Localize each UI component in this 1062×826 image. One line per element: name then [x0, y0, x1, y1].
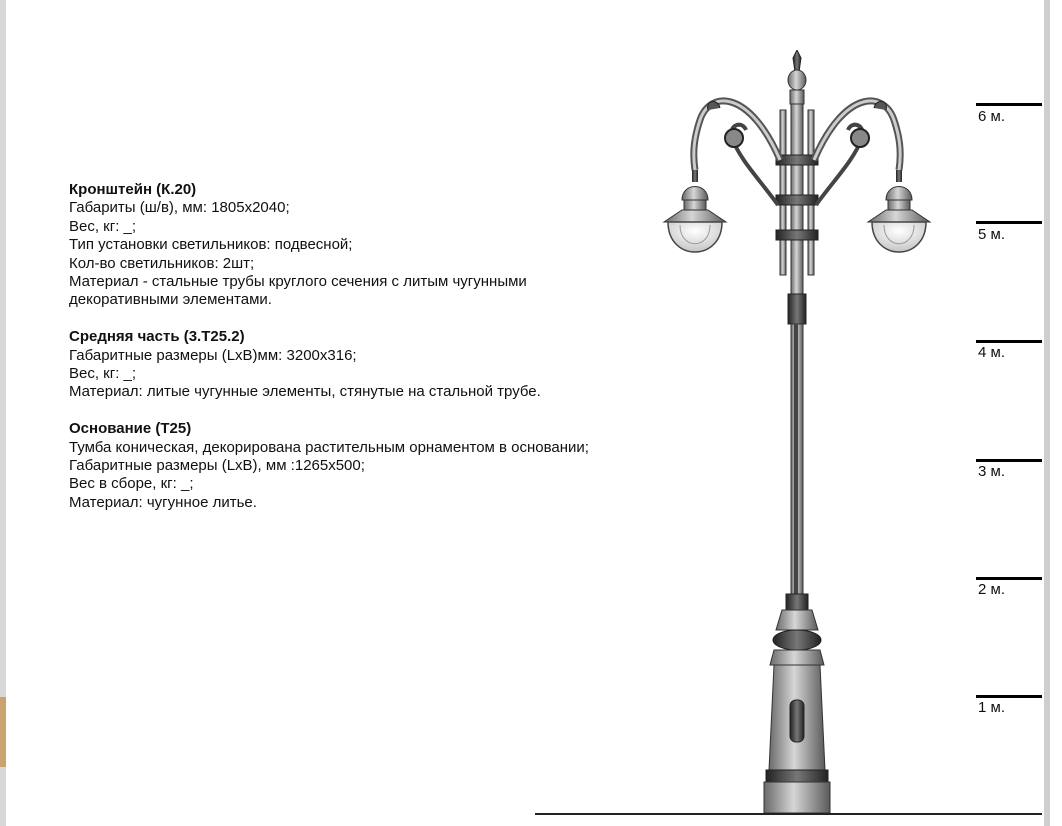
scale-label-2: 2 м. — [978, 581, 1005, 598]
spec-line: Вес, кг: _; — [69, 217, 137, 235]
spec-line: Вес, кг: _; — [69, 365, 137, 383]
spec-line: Габариты (ш/в), мм: 1805х2040; — [69, 199, 290, 217]
scale-line-5 — [976, 221, 1042, 224]
middle-section — [786, 294, 808, 610]
finial — [788, 50, 806, 104]
edge-tab — [0, 697, 6, 767]
spec-line: Кол-во светильников: 2шт; — [69, 254, 255, 272]
left-lantern — [664, 170, 726, 252]
spec-block-bracket — [69, 181, 589, 310]
spec-title: Основание (Т25) — [69, 420, 192, 438]
scale-line-1 — [976, 695, 1042, 698]
right-lantern — [868, 170, 930, 252]
spec-line: Материал: чугунное литье. — [69, 493, 257, 511]
spec-line: Габаритные размеры (LxB)мм: 3200х316; — [69, 346, 357, 364]
left-edge — [0, 0, 6, 826]
street-lamp-illustration — [650, 50, 950, 820]
scale-label-5: 5 м. — [978, 226, 1005, 243]
spec-block-middle — [69, 328, 589, 402]
bracket-arms — [694, 101, 900, 294]
scale-label-1: 1 м. — [978, 699, 1005, 716]
scale-label-4: 4 м. — [978, 344, 1005, 361]
spec-line: Вес в сборе, кг: _; — [69, 475, 194, 493]
ground-line — [535, 813, 1042, 815]
spec-line: Тип установки светильников: подвесной; — [69, 236, 353, 254]
spec-line: Материал: литые чугунные элементы, стянутые на стальной трубе. — [69, 383, 541, 401]
scale-line-3 — [976, 459, 1042, 462]
scale-line-6 — [976, 103, 1042, 106]
scale-label-3: 3 м. — [978, 463, 1005, 480]
spec-block-base — [69, 420, 589, 512]
spec-title: Средняя часть (3.Т25.2) — [69, 328, 245, 346]
base — [764, 610, 830, 813]
right-edge — [1042, 0, 1062, 826]
scale-line-2 — [976, 577, 1042, 580]
scale-line-4 — [976, 340, 1042, 343]
spec-title: Кронштейн (К.20) — [69, 181, 197, 198]
scale-label-6: 6 м. — [978, 108, 1005, 125]
spec-line: Материал - стальные трубы круглого сечения с литым чугунными декоративными элементами. — [69, 273, 527, 309]
spec-line: Тумба коническая, декорирована растительным орнаментом в основании; — [69, 438, 589, 456]
scrollbar[interactable] — [1044, 0, 1050, 826]
specification-text — [69, 181, 589, 531]
spec-line: Габаритные размеры (LxB), мм :1265х500; — [69, 457, 365, 475]
